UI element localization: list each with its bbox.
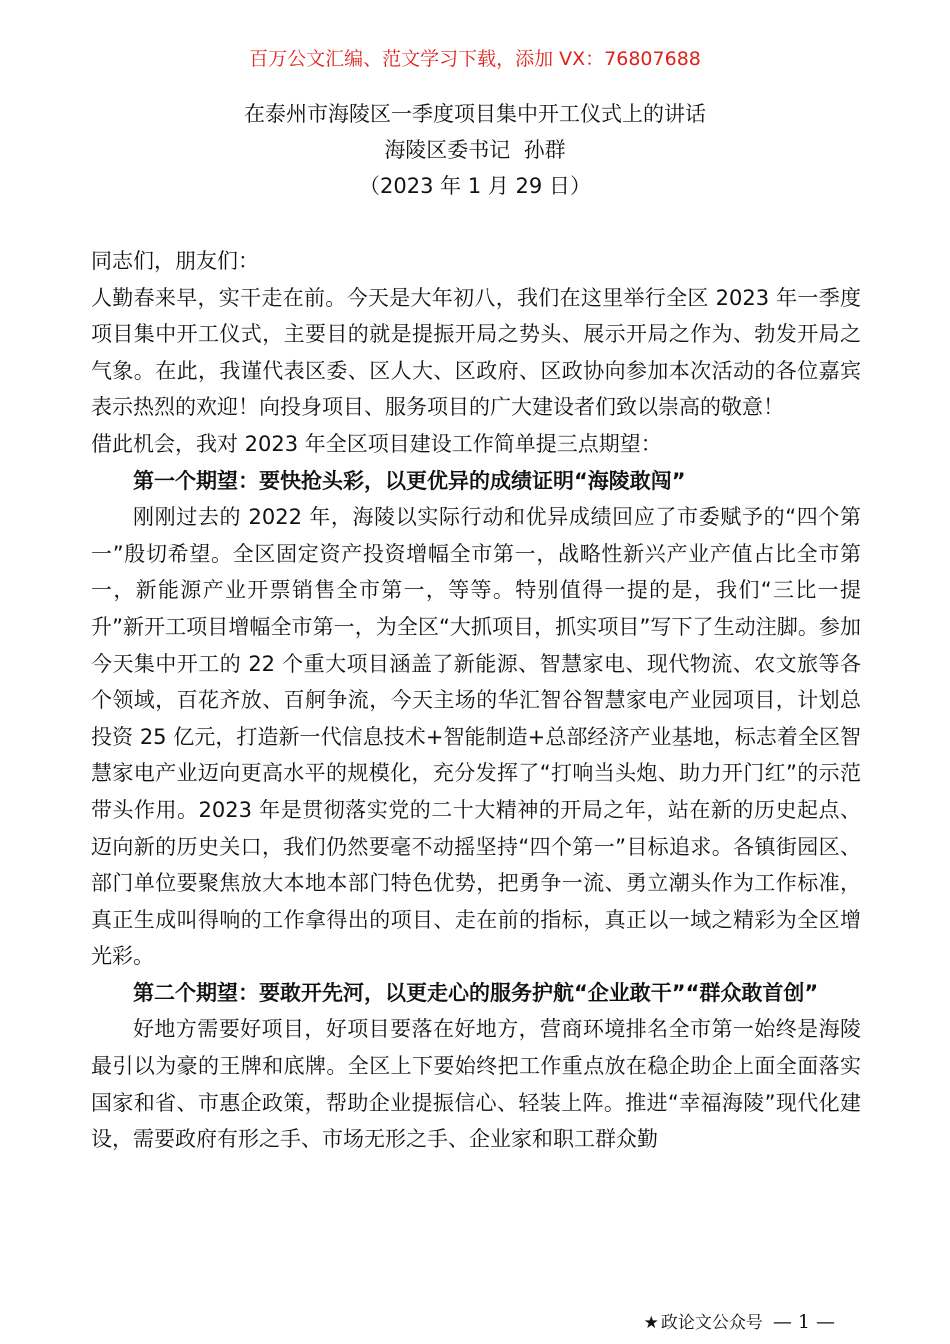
heading-expectation-1: 第一个期望：要快抢头彩，以更优异的成绩证明“海陵敢闯” [133,468,686,493]
speaker-line: 海陵区委书记 孙群 [384,138,566,162]
page-footer [644,1310,835,1335]
heading-expectation-2: 第二个期望：要敢开先河，以更走心的服务护航“企业敢干”“群众敢首创” [133,980,819,1005]
ad-banner: 百万公文汇编、范文学习下载，添加 VX：76807688 [249,48,701,70]
paragraph-intro: 借此机会，我对 2023 年全区项目建设工作简单提三点期望： [91,431,662,456]
speech-body [91,243,861,1158]
speech-title: 在泰州市海陵区一季度项目集中开工仪式上的讲话 [244,102,706,126]
speech-date: （2023 年 1 月 29 日） [359,174,591,198]
paragraph-expectation-1: 刚刚过去的 2022 年，海陵以实际行动和优异成绩回应了市委赋予的“四个第一”殷切希望。全区固定资产投资增幅全市第一，战略性新兴产业产值占比全市第一，新能源产业开票销售全市第一，等等。特别值得一提的是，我们“三比一提升”新开工项目增幅全市第一，为全区“大抓项目，抓实项目”写下了生动注脚。参加今天集中开工的 22 个重大项目涵盖了新能源、智慧家电、现代物流、农文旅等各个领域，百花齐放、百舸争流，今天主场的华汇智谷智慧家电产业园项目，计划总投资 25 亿元，打造新一代信息技术+智能制造+总部经济产业基地，标志着全区智慧家电产业迈向更高水平的规模化，充分发挥了“打响当头炮、助力开门红”的示范带头作用。2023 年是贯彻落实党的二十大精神的开局之年，站在新的历史起点、迈向新的历史关口，我们仍然要毫不动摇坚持“四个第一”目标追求。各镇街园区、部门单位要聚焦放大本地本部门特色优势，把勇争一流、勇立潮头作为工作标准，真正生成叫得响的工作拿得出的项目、走在前的指标，真正以一域之精彩为全区增光彩。 [91,505,861,969]
title-block [0,96,950,204]
star-icon: ★ [643,1313,659,1333]
paragraph-opening: 人勤春来早，实干走在前。今天是大年初八，我们在这里举行全区 2023 年一季度项目集中开工仪式，主要目的就是提振开局之势头、展示开局之作为、勃发开局之气象。在此，我谨代表区委、区人大、区政府、区政协向参加本次活动的各位嘉宾表示热烈的欢迎！向投身项目、服务项目的广大建设者们致以崇高的敬意！ [91,285,861,420]
page-number: — 1 — [772,1311,835,1333]
salutation: 同志们，朋友们： [91,249,259,273]
footer-source: 政论文公众号 [660,1313,763,1333]
paragraph-expectation-2: 好地方需要好项目，好项目要落在好地方，营商环境排名全市第一始终是海陵最引以为豪的王牌和底牌。全区上下要始终把工作重点放在稳企助企上面全面落实国家和省、市惠企政策，帮助企业提振信心、轻装上阵。推进“幸福海陵”现代化建设，需要政府有形之手、市场无形之手、企业家和职工群众勤 [91,1017,861,1152]
